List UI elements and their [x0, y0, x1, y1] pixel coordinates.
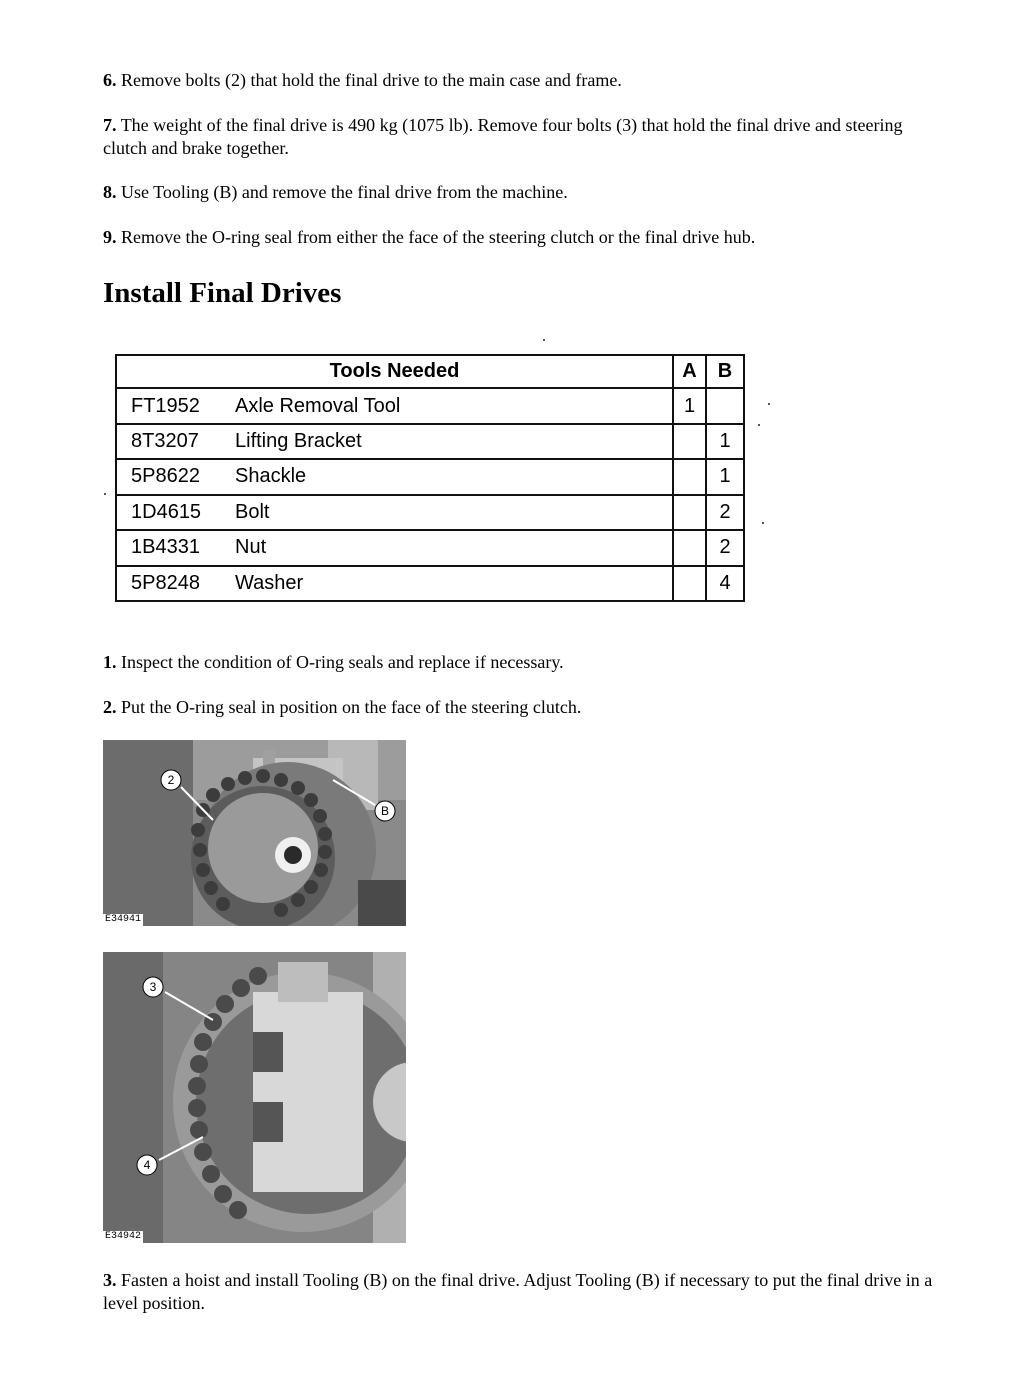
scan-speck [543, 339, 545, 341]
column-a-header: A [673, 355, 706, 388]
table-row [116, 424, 744, 459]
install-step-3 [103, 1269, 933, 1315]
qty-b: 1 [706, 424, 744, 459]
scan-speck [762, 522, 764, 524]
step-text: Inspect the condition of O-ring seals and replace if necessary. [121, 652, 564, 672]
callouts-layer [103, 740, 406, 926]
step-number: 9. [103, 227, 117, 247]
qty-b: 2 [706, 495, 744, 530]
step-number: 2. [103, 697, 117, 717]
part-number: 8T3207 [116, 424, 229, 459]
scan-speck [758, 424, 760, 426]
part-description: Axle Removal Tool [229, 388, 673, 423]
step-6 [103, 69, 933, 92]
table-row [116, 530, 744, 565]
step-text: Put the O-ring seal in position on the face of the steering clutch. [121, 697, 582, 717]
step-text: Use Tooling (B) and remove the final drive from the machine. [121, 182, 568, 202]
section-heading: Install Final Drives [103, 277, 342, 309]
qty-a: 1 [673, 388, 706, 423]
column-b-header: B [706, 355, 744, 388]
table-row [116, 566, 744, 601]
table-row [116, 388, 744, 423]
tools-needed-header: Tools Needed [116, 355, 673, 388]
part-description: Lifting Bracket [229, 424, 673, 459]
scan-speck [768, 403, 770, 405]
step-7 [103, 114, 933, 160]
part-description: Shackle [229, 459, 673, 494]
install-step-1 [103, 651, 933, 674]
step-8 [103, 181, 933, 204]
step-text: The weight of the final drive is 490 kg (1075 lb). Remove four bolts (3) that hold the final drive and steering clutch and brake together. [103, 115, 903, 158]
qty-b: 2 [706, 530, 744, 565]
part-description: Nut [229, 530, 673, 565]
figure-code: E34941 [105, 914, 142, 925]
qty-a [673, 566, 706, 601]
part-number: 5P8622 [116, 459, 229, 494]
part-number: 5P8248 [116, 566, 229, 601]
qty-a [673, 530, 706, 565]
table-header-row [116, 355, 744, 388]
callout-2-label: 2 [167, 773, 175, 787]
step-number: 3. [103, 1270, 117, 1290]
table-row [116, 495, 744, 530]
step-text: Remove the O-ring seal from either the face of the steering clutch or the final drive hub. [121, 227, 756, 247]
step-number: 1. [103, 652, 117, 672]
tools-table [115, 354, 745, 602]
step-number: 8. [103, 182, 117, 202]
step-text: Remove bolts (2) that hold the final drive to the main case and frame. [121, 70, 622, 90]
scan-speck [104, 493, 106, 495]
qty-a [673, 424, 706, 459]
part-number: 1D4615 [116, 495, 229, 530]
qty-a [673, 459, 706, 494]
tools-needed-table [115, 354, 747, 606]
qty-b: 1 [706, 459, 744, 494]
part-description: Washer [229, 566, 673, 601]
part-number: 1B4331 [116, 530, 229, 565]
step-9 [103, 226, 933, 249]
final-drive-photo-1 [103, 740, 406, 926]
qty-a [673, 495, 706, 530]
part-number: FT1952 [116, 388, 229, 423]
callout-4-label: 4 [143, 1158, 151, 1172]
callouts-layer [103, 952, 406, 1243]
step-number: 7. [103, 115, 117, 135]
final-drive-photo-2 [103, 952, 406, 1243]
install-step-2 [103, 696, 933, 719]
part-description: Bolt [229, 495, 673, 530]
callout-b-label: B [380, 804, 390, 818]
table-row [116, 459, 744, 494]
qty-b [706, 388, 744, 423]
qty-b: 4 [706, 566, 744, 601]
figure-code: E34942 [105, 1231, 142, 1242]
step-number: 6. [103, 70, 117, 90]
callout-3-label: 3 [149, 980, 157, 994]
step-text: Fasten a hoist and install Tooling (B) on the final drive. Adjust Tooling (B) if necessary to put the final drive in a level position. [103, 1270, 933, 1313]
